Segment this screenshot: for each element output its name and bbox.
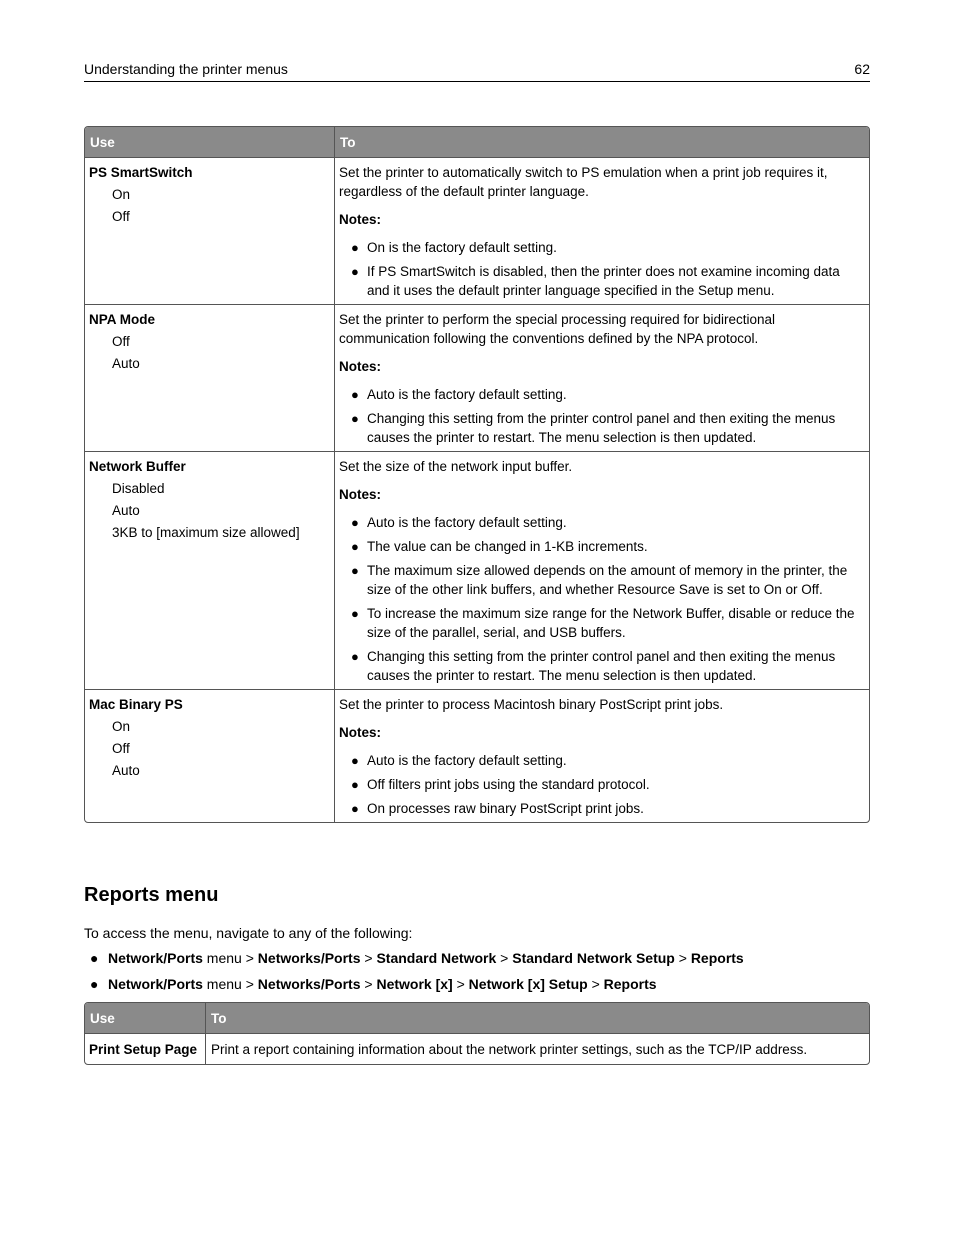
note-item <box>339 262 865 300</box>
bullet-icon: ● <box>351 606 359 621</box>
setting-option: Disabled <box>112 481 165 496</box>
notes-label: Notes: <box>339 212 382 227</box>
note-item <box>339 238 865 257</box>
bullet-icon: ● <box>351 649 359 664</box>
column-header-to: To <box>334 127 869 158</box>
menu-path-segment: Network/Ports <box>108 976 203 992</box>
note-text: Off filters print jobs using the standard protocol. <box>367 777 650 792</box>
bullet-icon: ● <box>351 753 359 768</box>
menu-path-segment: Network/Ports <box>108 950 203 966</box>
notes-list <box>339 751 865 818</box>
setting-option: Off <box>112 741 130 756</box>
note-text: To increase the maximum size range for the Network Buffer, disable or reduce the size of the parallel, serial, and USB buffers. <box>367 606 855 640</box>
note-text: Auto is the factory default setting. <box>367 387 567 402</box>
page-header <box>84 60 870 82</box>
page-number: 62 <box>854 61 870 77</box>
navigation-paths <box>84 949 884 1001</box>
path-separator: > <box>587 976 604 992</box>
setting-cell <box>85 158 334 304</box>
bullet-icon: ● <box>351 387 359 402</box>
setting-cell <box>85 1034 205 1064</box>
reports-table <box>84 1002 870 1065</box>
setting-name: NPA Mode <box>89 312 155 327</box>
bullet-icon: ● <box>90 976 99 992</box>
section-title: Reports menu <box>84 884 219 906</box>
notes-list <box>339 238 865 300</box>
header-title: Understanding the printer menus <box>84 61 288 77</box>
note-text: The value can be changed in 1-KB increments. <box>367 539 648 554</box>
menu-path-segment: Networks/Ports <box>257 950 361 966</box>
setting-option: Auto <box>112 356 140 371</box>
setting-name: Print Setup Page <box>89 1042 198 1057</box>
note-item <box>339 385 865 404</box>
bullet-icon: ● <box>90 950 99 966</box>
settings-table <box>84 126 870 823</box>
note-item <box>339 647 865 685</box>
note-text: The maximum size allowed depends on the amount of memory in the printer, the size of the other link buffers, and whether Resource Save is set to On or Off. <box>367 563 848 597</box>
note-text: Changing this setting from the printer control panel and then exiting the menus causes the printer to restart. The menu selection is then updated. <box>367 649 836 683</box>
note-text: If PS SmartSwitch is disabled, then the printer does not examine incoming data and it uses the default printer language specified in the Setup menu. <box>367 264 840 298</box>
description-cell <box>334 304 869 451</box>
setting-description: Set the printer to process Macintosh binary PostScript print jobs. <box>339 697 724 712</box>
note-item <box>339 604 865 642</box>
intro-text: To access the menu, navigate to any of the following: <box>84 925 413 941</box>
menu-path-segment: Reports <box>690 950 744 966</box>
setting-option: On <box>112 187 131 202</box>
note-item <box>339 775 865 794</box>
note-item <box>339 751 865 770</box>
column-header-use: Use <box>85 127 334 158</box>
menu-path-segment: Network [x] Setup <box>468 976 588 992</box>
bullet-icon: ● <box>351 563 359 578</box>
path-separator: > <box>360 950 377 966</box>
table-row <box>85 1034 869 1064</box>
notes-label: Notes: <box>339 487 382 502</box>
setting-description: Print a report containing information about the network printer settings, such as the TCP/IP address. <box>211 1042 808 1057</box>
note-text: On processes raw binary PostScript print jobs. <box>367 801 644 816</box>
nav-path-item <box>84 975 884 1001</box>
table-row <box>85 158 869 304</box>
table-header-row <box>85 1003 869 1034</box>
bullet-icon: ● <box>351 777 359 792</box>
setting-description: Set the printer to perform the special processing required for bidirectional communication following the conventions defined by the NPA protocol. <box>339 312 775 346</box>
note-text: Auto is the factory default setting. <box>367 515 567 530</box>
bullet-icon: ● <box>351 515 359 530</box>
notes-label: Notes: <box>339 359 382 374</box>
description-cell <box>205 1034 869 1064</box>
notes-label: Notes: <box>339 725 382 740</box>
setting-name: PS SmartSwitch <box>89 165 193 180</box>
bullet-icon: ● <box>351 264 359 279</box>
table-row <box>85 304 869 451</box>
bullet-icon: ● <box>351 411 359 426</box>
path-separator: menu > <box>202 976 258 992</box>
path-separator: > <box>360 976 377 992</box>
table-header-row <box>85 127 869 158</box>
description-cell <box>334 689 869 822</box>
path-separator: > <box>674 950 691 966</box>
menu-path-segment: Standard Network <box>376 950 497 966</box>
nav-path-item <box>84 949 884 975</box>
setting-description: Set the printer to automatically switch to PS emulation when a print job requires it, regardless of the default printer language. <box>339 165 828 199</box>
setting-description: Set the size of the network input buffer. <box>339 459 573 474</box>
menu-path-segment: Reports <box>603 976 657 992</box>
note-text: Auto is the factory default setting. <box>367 753 567 768</box>
path-separator: > <box>452 976 469 992</box>
setting-cell <box>85 304 334 451</box>
setting-option: 3KB to [maximum size allowed] <box>112 525 300 540</box>
note-item <box>339 409 865 447</box>
table-row <box>85 689 869 822</box>
column-header-to: To <box>205 1003 869 1034</box>
description-cell <box>334 158 869 304</box>
setting-option: Auto <box>112 503 140 518</box>
path-separator: menu > <box>202 950 258 966</box>
path-separator: > <box>496 950 513 966</box>
bullet-icon: ● <box>351 801 359 816</box>
menu-path-segment: Networks/Ports <box>257 976 361 992</box>
menu-path-segment: Network [x] <box>376 976 453 992</box>
setting-cell <box>85 689 334 822</box>
menu-path-segment: Standard Network Setup <box>512 950 675 966</box>
setting-name: Network Buffer <box>89 459 186 474</box>
table-row <box>85 451 869 689</box>
setting-option: Off <box>112 209 130 224</box>
notes-list <box>339 385 865 447</box>
note-item <box>339 537 865 556</box>
note-text: On is the factory default setting. <box>367 240 557 255</box>
bullet-icon: ● <box>351 240 359 255</box>
description-cell <box>334 451 869 689</box>
note-item <box>339 799 865 818</box>
bullet-icon: ● <box>351 539 359 554</box>
column-header-use: Use <box>85 1003 205 1034</box>
setting-cell <box>85 451 334 689</box>
setting-option: Auto <box>112 763 140 778</box>
setting-option: On <box>112 719 131 734</box>
notes-list <box>339 513 865 685</box>
note-item <box>339 561 865 599</box>
note-text: Changing this setting from the printer control panel and then exiting the menus causes the printer to restart. The menu selection is then updated. <box>367 411 836 445</box>
setting-option: Off <box>112 334 130 349</box>
note-item <box>339 513 865 532</box>
setting-name: Mac Binary PS <box>89 697 183 712</box>
